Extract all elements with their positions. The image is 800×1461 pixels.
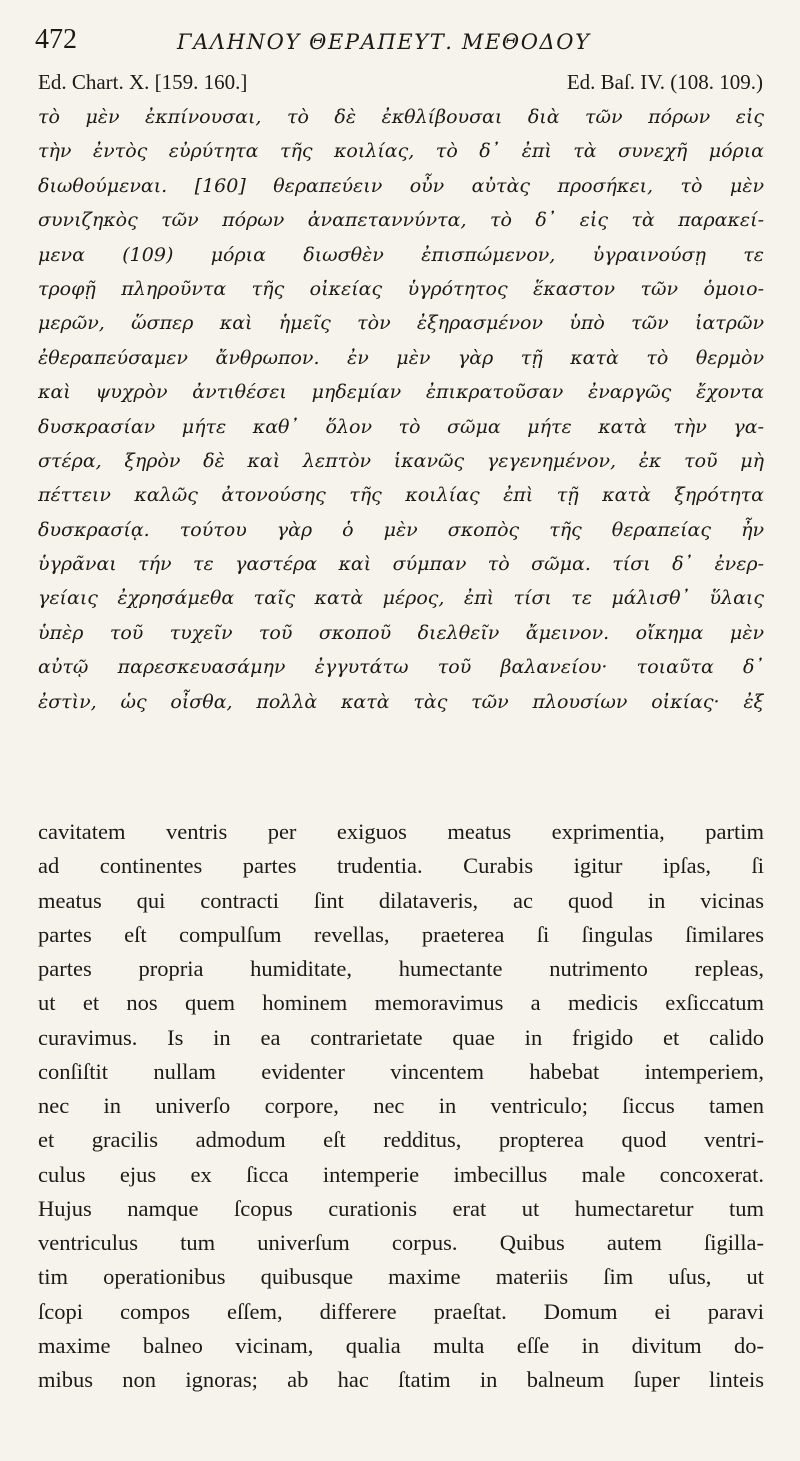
greek-text-line: ὑπὲρ τοῦ τυχεῖν τοῦ σκοποῦ διελθεῖν ἄμεινον. οἴκημα μὲν [38, 621, 764, 644]
latin-text-line: mibus non ignoras; ab hac ſtatim in balneum ſuper linteis [38, 1367, 764, 1392]
greek-text-line: ἐστὶν, ὡς οἶσθα, πολλὰ κατὰ τὰς τῶν πλουσίων οἰκίας· ἐξ [38, 690, 764, 713]
greek-text-line: καὶ ψυχρὸν ἀντιθέσει μηδεμίαν ἐπικρατοῦσαν ἐναργῶς ἔχοντα [38, 381, 764, 404]
latin-text-line: ut et nos quem hominem memoravimus a medicis exſiccatum [38, 990, 764, 1016]
greek-text-line: ἐθεραπεύσαμεν ἄνθρωπον. ἐν μὲν γὰρ τῇ κατὰ τὸ θερμὸν [38, 346, 764, 369]
greek-text-line: δυσκρασίᾳ. τούτου γὰρ ὁ μὲν σκοπὸς τῆς θεραπείας ἦν [38, 518, 764, 541]
greek-text-line: πέττειν καλῶς ἀτονούσης τῆς κοιλίας ἐπὶ τῇ κατὰ ξηρότητα [38, 484, 764, 507]
latin-text-line: cavitatem ventris per exiguos meatus exprimentia, partim [38, 819, 764, 844]
edition-reference-chartier: Ed. Chart. X. [159. 160.] [38, 70, 248, 94]
latin-text-line: ſcopi compos eſſem, differere praeſtat. Domum ei paravi [38, 1298, 764, 1324]
greek-text-line: μερῶν, ὥσπερ καὶ ἡμεῖς τὸν ἐξηρασμένον ὑπὸ τῶν ἰατρῶν [38, 312, 764, 335]
greek-text-line: ὑγρᾶναι τήν τε γαστέρα καὶ σύμπαν τὸ σῶμα. τίσι δ᾽ ἐνερ- [38, 553, 764, 576]
latin-text-line: culus ejus ex ſicca intemperie imbecillus male concoxerat. [38, 1161, 764, 1187]
latin-text-line: Hujus namque ſcopus curationis erat ut humectaretur tum [38, 1195, 764, 1221]
edition-reference-line [38, 70, 763, 98]
running-title: ΓΑΛΗΝΟΥ ΘΕΡΑΠΕΥΤ. ΜΕΘΟΔΟΥ [177, 30, 591, 54]
greek-text-line: συνιζηκὸς τῶν πόρων ἀναπεταννύντα, τὸ δ᾽ εἰς τὰ παρακεί- [38, 209, 764, 232]
greek-text-line: μενα (109) μόρια διωσθὲν ἐπισπώμενον, ὑγραινούσῃ τε [38, 243, 764, 266]
latin-text-line: et gracilis admodum eſt redditus, propterea quod ventri- [38, 1127, 764, 1153]
latin-text-line: curavimus. Is in ea contrarietate quae in frigido et calido [38, 1024, 764, 1050]
greek-text-line: τροφῇ πληροῦντα τῆς οἰκείας ὑγρότητος ἕκαστον τῶν ὁμοιο- [38, 277, 764, 300]
latin-text-line: partes eſt compulſum revellas, praeterea ſi ſingulas ſimilares [38, 921, 764, 947]
edition-reference-basel: Ed. Baſ. IV. (108. 109.) [566, 70, 763, 94]
latin-text-line: ad continentes partes trudentia. Curabis igitur ipſas, ſi [38, 853, 764, 879]
greek-text-line: τὸ μὲν ἐκπίνουσαι, τὸ δὲ ἐκθλίβουσαι διὰ τῶν πόρων εἰς [38, 106, 764, 128]
greek-text-block [38, 100, 764, 719]
latin-text-line: partes propria humiditate, humectante nutrimento repleas, [38, 956, 764, 981]
latin-text-line: ventriculus tum univerſum corpus. Quibus autem ſigilla- [38, 1230, 764, 1255]
running-head [35, 24, 770, 58]
latin-text-line: meatus qui contracti ſint dilataveris, ac quod in vicinas [38, 887, 764, 913]
greek-text-line: διωθούμεναι. [160] θεραπεύειν οὖν αὐτὰς προσήκει, τὸ μὲν [38, 174, 764, 197]
latin-text-line: nec in univerſo corpore, nec in ventriculo; ſiccus tamen [38, 1093, 764, 1118]
greek-text-line: αὐτῷ παρεσκευασάμην ἐγγυτάτω τοῦ βαλανείου· τοιαῦτα δ᾽ [38, 656, 764, 679]
greek-text-line: τὴν ἐντὸς εὐρύτητα τῆς κοιλίας, τὸ δ᾽ ἐπὶ τὰ συνεχῆ μόρια [38, 140, 764, 163]
greek-text-line: δυσκρασίαν μήτε καθ᾽ ὅλον τὸ σῶμα μήτε κατὰ τὴν γα- [38, 415, 764, 438]
latin-text-line: tim operationibus quibusque maxime materiis ſim uſus, ut [38, 1264, 764, 1290]
latin-text-line: maxime balneo vicinam, qualia multa eſſe in divitum do- [38, 1332, 764, 1358]
greek-text-line: στέρα, ξηρὸν δὲ καὶ λεπτὸν ἱκανῶς γεγενημένον, ἐκ τοῦ μὴ [38, 449, 764, 472]
greek-text-line: γείαις ἐχρησάμεθα ταῖς κατὰ μέρος, ἐπὶ τίσι τε μάλισθ᾽ ὕλαις [38, 587, 764, 610]
page-number: 472 [35, 24, 77, 55]
latin-text-block [38, 815, 764, 1397]
latin-text-line: conſiſtit nullam evidenter vincentem habebat intemperiem, [38, 1058, 764, 1084]
